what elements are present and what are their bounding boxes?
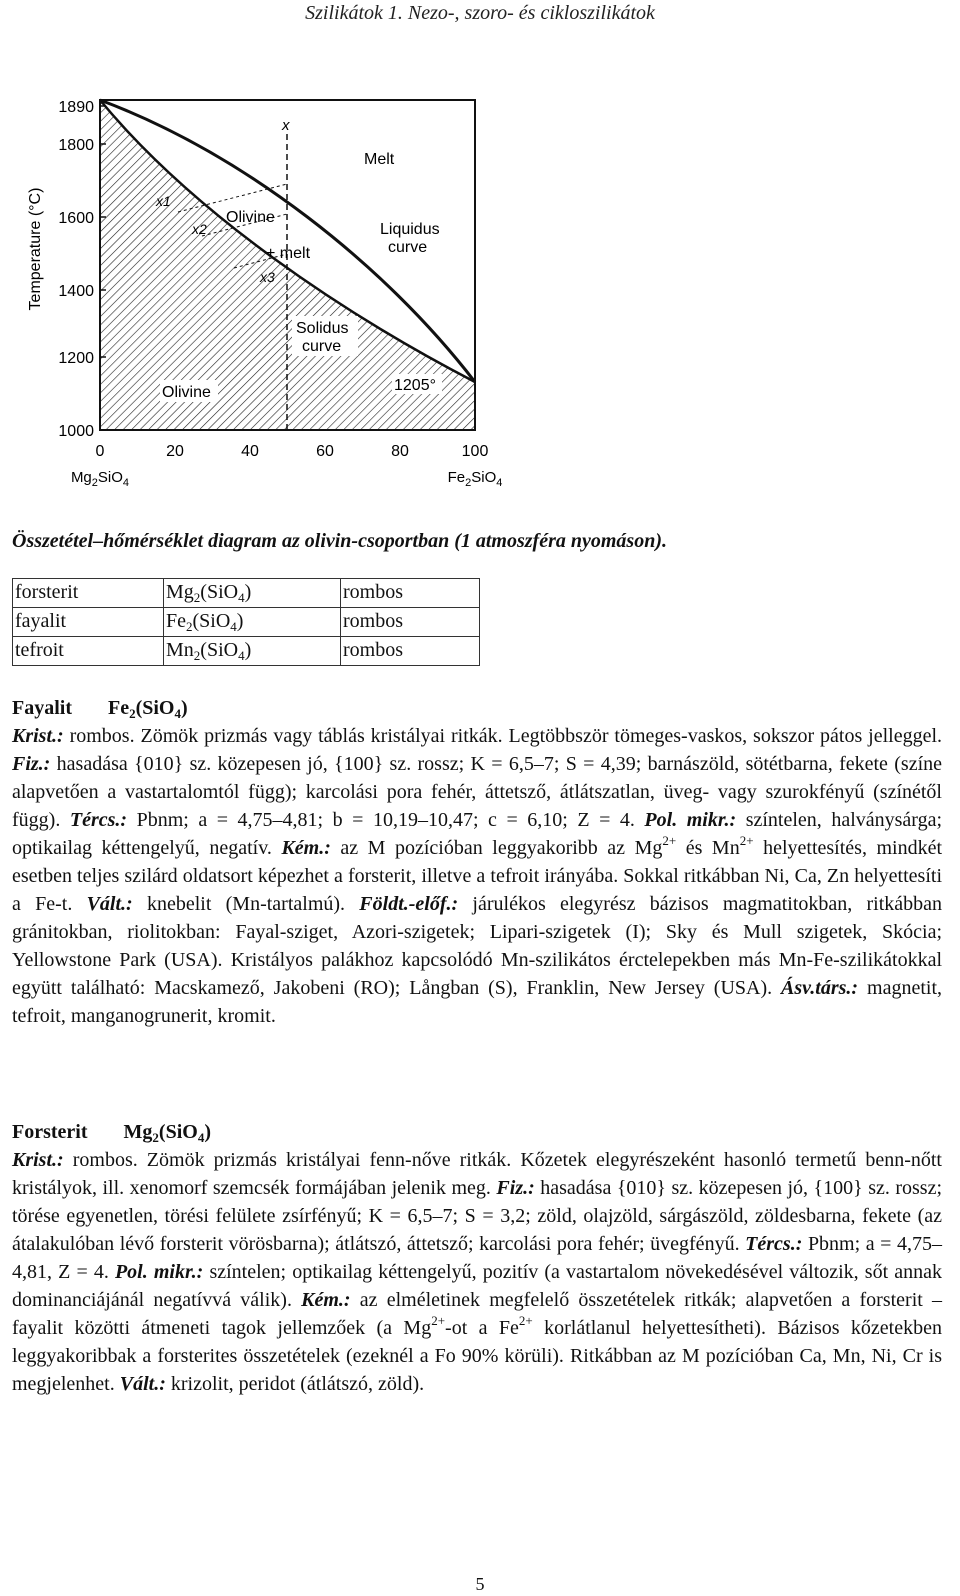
x-label: x [282, 117, 290, 134]
table-row [13, 579, 480, 608]
running-header: Szilikátok 1. Nezo-, szoro- és cikloszilikátok [305, 2, 655, 24]
x-tick-label: 0 [95, 443, 105, 460]
table-cell: forsterit [13, 579, 164, 608]
x-axis-left-endmember: $Mg_2SiO_4$ [70, 469, 130, 489]
table-cell: $Fe_2(SiO_4)$ [164, 608, 341, 637]
melt-label: Melt [364, 151, 395, 168]
forsterit-description: Krist.: rombos. Zömök prizmás kristályai fenn-nőve ritkák. Kőzetek elegyrészeként hasonló termetű benn-nőtt kristályok, ill. xenomorf szemcsék formájában jelenik meg. Fiz.: hasadása {010} sz. közepesen jó, {100} sz. rossz; törése egyenetlen, törési felülete zsírfényű; K = 6,5–7; S = 3,2; zöld, olajzöld, sárgászöld, zöldesbarna, fekete (az átalakulóban lévő forsterit vörösbarna); átlátszó, áttetsző; karcolási pora fehér; üvegfényű. Tércs.: Pbnm; a = 4,75–4,81, Z = 4. Pol. mikr.: színtelen; optikailag kéttengelyű, pozitív (a vastartalom növekedésével változik, sőt annak dominanciájánál negatívvá válik). Kém.: az elméletinek megfelelő összetételek ritkák; alapvetően a forsterit – fayalit közötti átmeneti tagok jellemzőek (a $Mg^{2+}-ot$ a $Fe^{2+}$ korlátlanul helyettesítheti). Bázisos kőzetekben leggyakoribbak a forsterites összetételek (ezeknél a Fo 90% körüli). Ritkábban az M pozícióban Ca, Mn, Ni, Cr is megjelenhet. Vált.: krizolit, peridot (átlátszó, zöld). [12, 1149, 943, 1395]
table-row [13, 637, 480, 666]
phase-diagram [27, 84, 524, 504]
table-row [13, 608, 480, 637]
y-axis-label: Temperature (°C) [27, 187, 44, 311]
olivine-label: Olivine [162, 384, 211, 401]
y-tick-label: 1890 [58, 99, 94, 116]
forsterit-section [12, 1118, 942, 1398]
x-tick-label: 20 [166, 443, 184, 460]
x-tick-label: 40 [241, 443, 259, 460]
y-tick-label: 1800 [58, 137, 94, 154]
x-axis-right-endmember: $Fe_2SiO_4$ [447, 469, 503, 489]
table-cell: rombos [341, 608, 480, 637]
x3-label: x3 [260, 269, 275, 285]
fayalit-section [12, 694, 942, 1030]
temp-1205-label: 1205° [394, 377, 436, 394]
y-tick-label: 1600 [58, 210, 94, 227]
mineral-table [12, 578, 480, 666]
y-tick-label: 1200 [58, 350, 94, 367]
solidus-label: curve [302, 338, 342, 355]
x-tick-label: 60 [316, 443, 334, 460]
x-tick-label: 80 [391, 443, 409, 460]
table-cell: rombos [341, 579, 480, 608]
figure-caption: Összetétel–hőmérséklet diagram az olivin-csoportban (1 atmoszféra nyomáson). [12, 530, 667, 552]
liquidus-label: curve [388, 239, 428, 256]
forsterit-title: Forsterit $Mg_2(SiO_4)$ [12, 1121, 211, 1145]
olivine-melt-label: Olivine [226, 209, 275, 226]
table-cell: tefroit [13, 637, 164, 666]
table-cell: $Mg_2(SiO_4)$ [164, 579, 341, 608]
fayalit-title: Fayalit $Fe_2(SiO_4)$ [12, 697, 188, 721]
fayalit-description: Krist.: rombos. Zömök prizmás vagy táblás kristályai ritkák. Legtöbbször tömeges-vaskos, sokszor pátos jelleggel. Fiz.: hasadása {010} sz. közepesen jó, {100} sz. rossz; K = 6,5–7; S = 4,39; barnászöld, sötétbarna, fekete (színe alapvetően a vastartalomtól függ); karcolási pora fehér, áttetsző, átlátszatlan, üveg- vagy szurokfényű (színétől függ). Tércs.: Pbnm; a = 4,75–4,81; b = 10,19–10,47; c = 6,10; Z = 4. Pol. mikr.: színtelen, halványsárga; optikailag kéttengelyű, negatív. Kém.: az M pozícióban leggyakoribb az $Mg^{2+}$ és $Mn^{2+}$ helyettesítés, mindkét esetben teljes szilárd oldatsort képezhet a forsterit, illetve a tefroit irányába. Sokkal ritkábban Ni, Ca, Zn helyettesíti a Fe-t. Vált.: knebelit (Mn-tartalmú). Földt.-előf.: járulékos elegyrész bázisos magmatitokban, ritkábban gránitokban, riolitokban: Fayal-sziget, Azori-szigetek; Lipari-szigetek (I); Sky és Mull szigetek, Skócia; Yellowstone Park (USA). Kristályos palákhoz kapcsolódó Mn-szilikátos érctelepekben más Mn-Fe-szilikátokkal együtt található: Macskamező, Jakobeni (RO); Långban (S), Franklin, New Jersey (USA). Ásv.társ.: magnetit, tefroit, manganogrunerit, kromit. [12, 725, 943, 1027]
y-tick-label: 1000 [58, 423, 94, 440]
table-cell: fayalit [13, 608, 164, 637]
liquidus-label: Liquidus [380, 221, 440, 238]
x1-label: x1 [156, 193, 171, 209]
solidus-label: Solidus [296, 320, 349, 337]
x-tick-label: 100 [461, 443, 489, 460]
x2-label: x2 [192, 221, 207, 237]
y-tick-label: 1400 [58, 283, 94, 300]
olivine-melt-label: + melt [266, 245, 311, 262]
table-cell: rombos [341, 637, 480, 666]
page-number: 5 [475, 1574, 485, 1594]
table-cell: $Mn_2(SiO_4)$ [164, 637, 341, 666]
